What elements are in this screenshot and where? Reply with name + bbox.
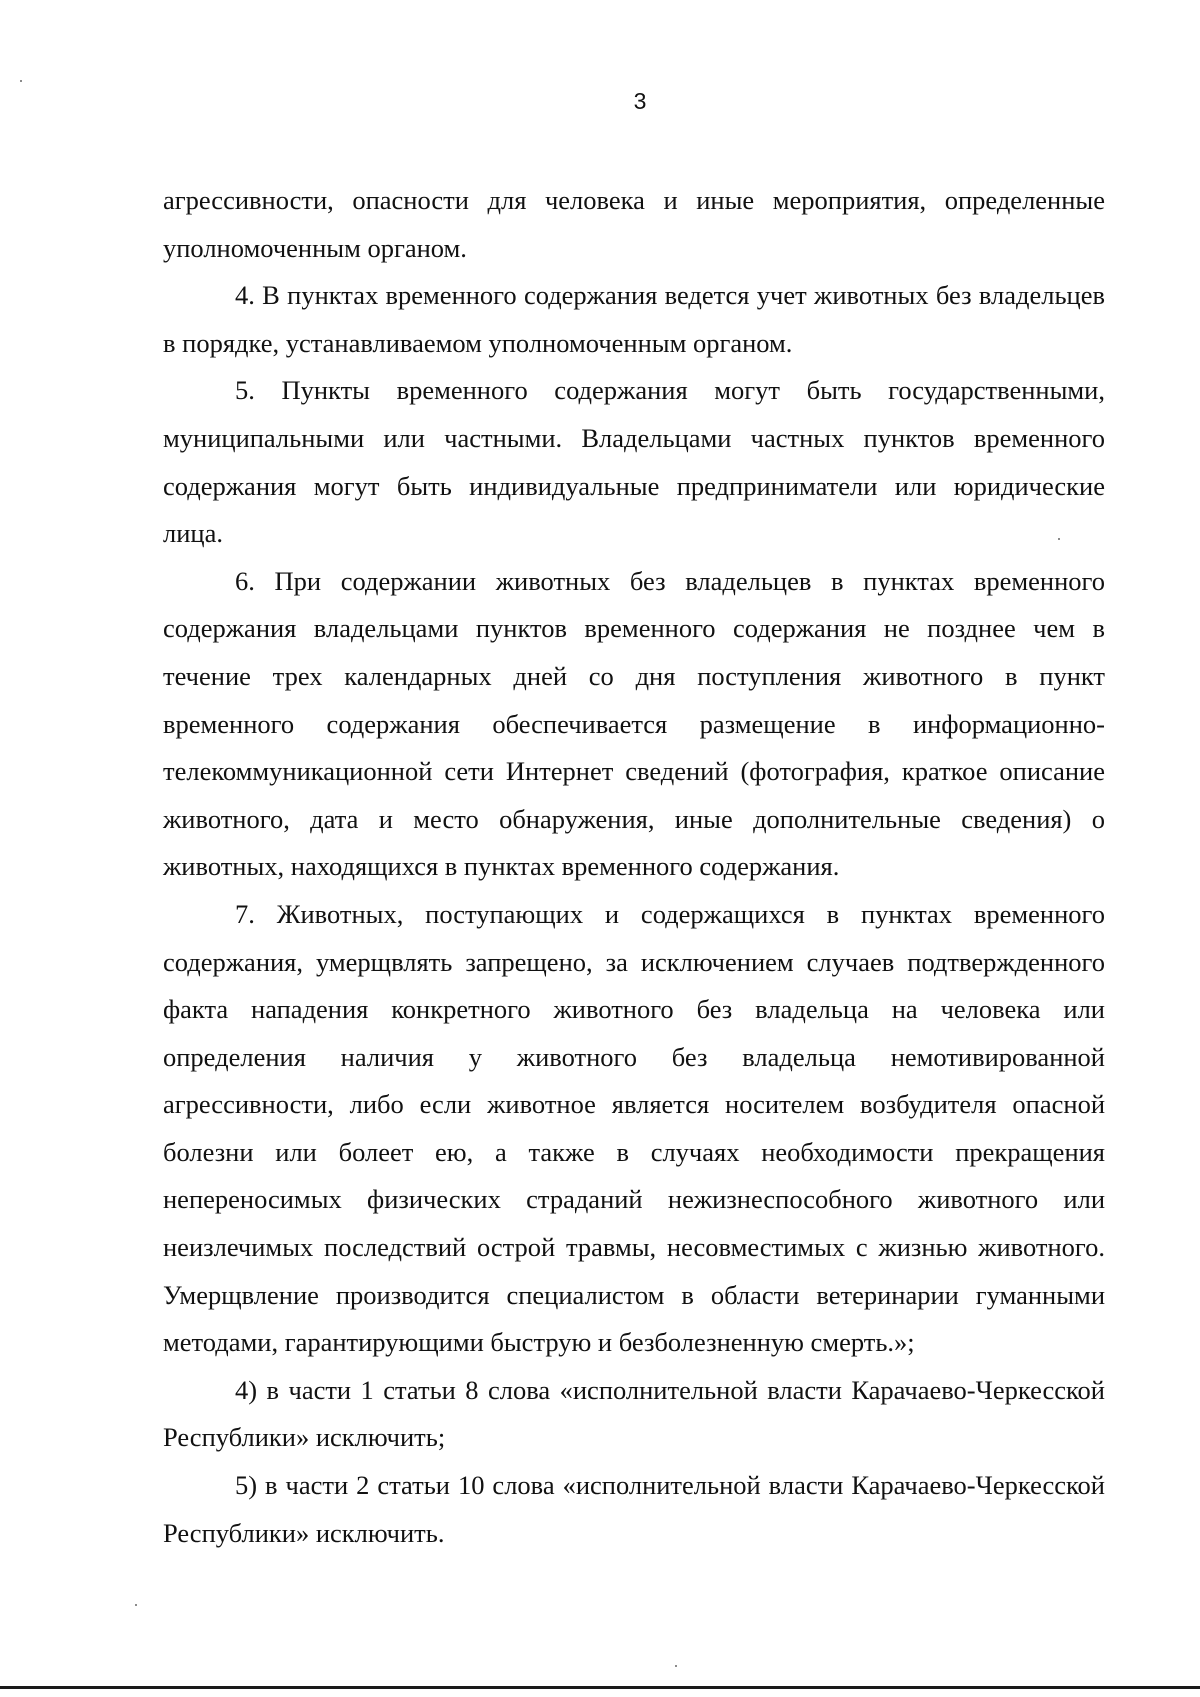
page-number: 3	[633, 88, 647, 114]
paragraph-item-5: 5. Пункты временного содержания могут быть государственными, муниципальными или частными. Владельцами частных пунктов временного содержания могут быть индивидуальные предприниматели или юридические лица.	[163, 375, 1105, 549]
paragraph-item-6: 6. При содержании животных без владельцев в пунктах временного содержания владельцами пунктов временного содержания не позднее чем в течение трех календарных дней со дня поступления животного в пункт временного содержания обеспечивается размещение в информационно-телекоммуникационной сети Интернет сведений (фотография, краткое описание животного, дата и место обнаружения, иные дополнительные сведения) о животных, находящихся в пунктах временного содержания.	[163, 565, 1105, 882]
scan-speck	[135, 1604, 137, 1606]
paragraph-amendment-5: 5) в части 2 статьи 10 слова «исполнительной власти Карачаево-Черкесской Республики» исключить.	[163, 1470, 1105, 1548]
scan-bottom-edge	[0, 1686, 1200, 1689]
scan-speck	[1058, 538, 1060, 540]
document-body	[163, 177, 1105, 1557]
paragraph-amendment-4: 4) в части 1 статьи 8 слова «исполнительной власти Карачаево-Черкесской Республики» исключить;	[163, 1374, 1105, 1453]
paragraph-continuation: агрессивности, опасности для человека и иные мероприятия, определенные уполномоченным органом.	[163, 185, 1105, 263]
scan-speck	[20, 80, 22, 82]
paragraph-item-7: 7. Животных, поступающих и содержащихся в пунктах временного содержания, умерщвлять запрещено, за исключением случаев подтвержденного факта нападения конкретного животного без владельца на человека или определения наличия у животного без владельца немотивированной агрессивности, либо если животное является носителем возбудителя опасной болезни или болеет ею, а также в случаях необходимости прекращения непереносимых физических страданий нежизнеспособного животного или неизлечимых последствий острой травмы, несовместимых с жизнью животного. Умерщвление производится специалистом в области ветеринарии гуманными методами, гарантирующими быструю и безболезненную смерть.»;	[163, 898, 1105, 1358]
scan-speck	[675, 1665, 677, 1667]
paragraph-item-4: 4. В пунктах временного содержания ведется учет животных без владельцев в порядке, устанавливаемом уполномоченным органом.	[163, 280, 1105, 358]
